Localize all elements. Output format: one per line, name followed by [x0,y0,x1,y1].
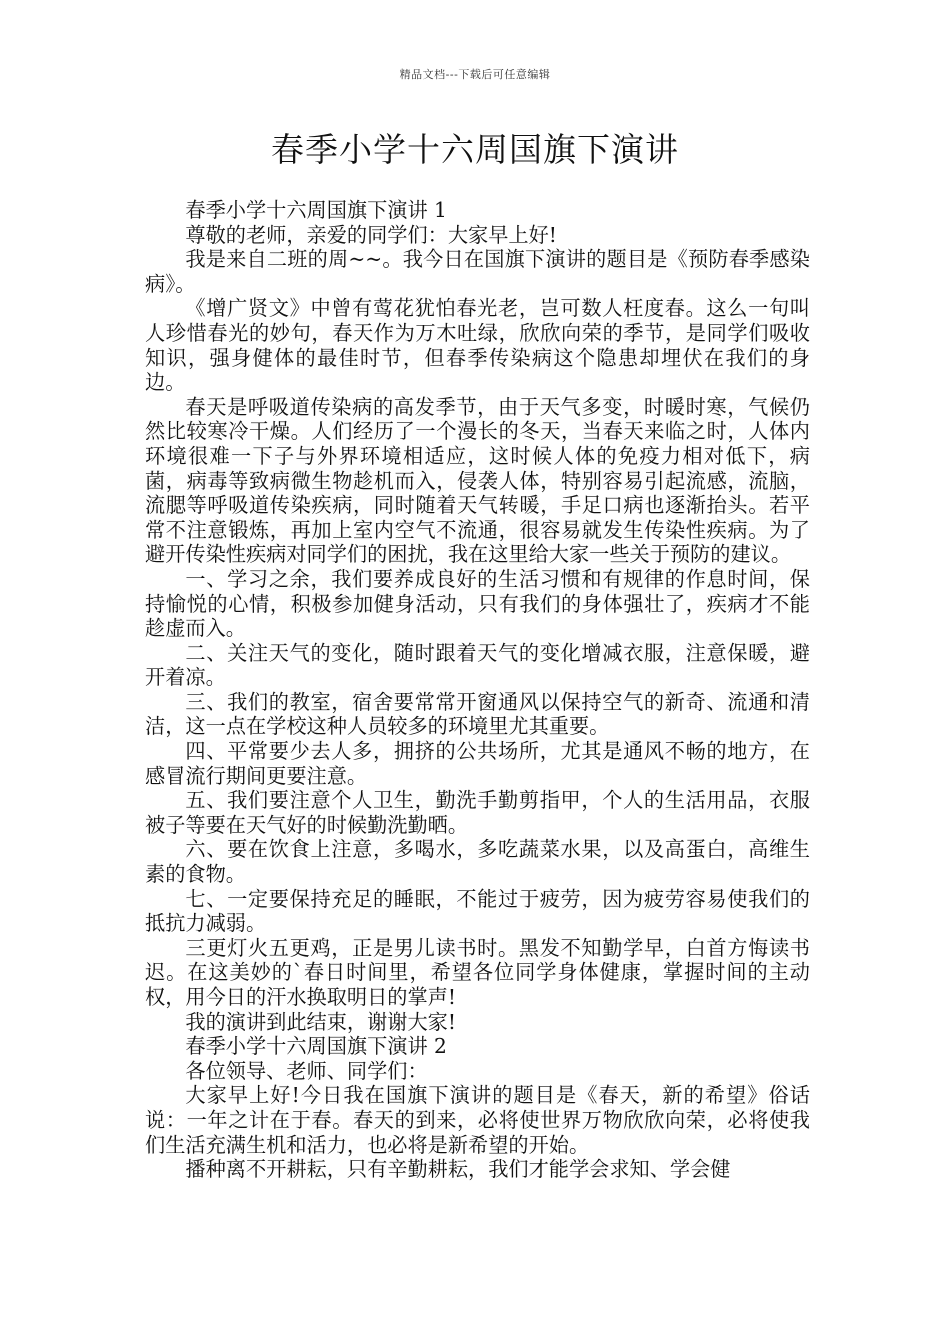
paragraph: 三更灯火五更鸡，正是男儿读书时。黑发不知勤学早，白首方悔读书迟。在这美妙的`春日时间里，希望各位同学身体健康，掌握时间的主动权，用今日的汗水换取明日的掌声! [145,935,810,1009]
paragraph: 大家早上好!今日我在国旗下演讲的题目是《春天，新的希望》俗话说：一年之计在于春。春天的到来，必将使世界万物欣欣向荣，必将使我们生活充满生机和活力，也必将是新希望的开始。 [145,1083,810,1157]
paragraph: 播种离不开耕耘，只有辛勤耕耘，我们才能学会求知、学会健 [185,1157,731,1182]
paragraph: 二、关注天气的变化，随时跟着天气的变化增减衣服，注意保暖，避开着凉。 [145,640,810,690]
paragraph: 一、学习之余，我们要养成良好的生活习惯和有规律的作息时间，保持愉悦的心情，积极参加健身活动，只有我们的身体强壮了，疾病才不能趁虚而入。 [145,566,810,641]
document-title: 春季小学十六周国旗下演讲 [271,130,679,169]
paragraph: 春天是呼吸道传染病的高发季节，由于天气多变，时暖时寒，气候仍然比较寒冷干燥。人们经历了一个漫长的冬天，当春天来临之时，人体内环境很难一下子与外界环境相适应，这时候人体的免疫力相对低下，病菌，病毒等致病微生物趁机而入，侵袭人体，特别容易引起流感，流脑，流腮等呼吸道传染疾病，同时随着天气转暖，手足口病也逐渐抬头。若平常不注意锻炼，再加上室内空气不流通，很容易就发生传染性疾病。为了避开传染性疾病对同学们的困扰，我在这里给大家一些关于预防的建议。 [145,394,810,567]
paragraph: 各位领导、老师、同学们： [185,1058,428,1083]
paragraph: 三、我们的教室，宿舍要常常开窗通风以保持空气的新奇、流通和清洁，这一点在学校这种人员较多的环境里尤其重要。 [145,689,810,739]
paragraph: 六、要在饮食上注意，多喝水，多吃蔬菜水果，以及高蛋白，高维生素的食物。 [145,837,810,887]
paragraph: 春季小学十六周国旗下演讲 1 [185,198,447,222]
document-body [145,198,810,1182]
paragraph: 我是来自二班的周~~。我今日在国旗下演讲的题目是《预防春季感染病》。 [145,247,810,296]
paragraph: 《增广贤文》中曾有莺花犹怕春光老，岂可数人枉度春。这么一句叫人珍惜春光的妙句，春天作为万木吐绿，欣欣向荣的季节，是同学们吸收知识，强身健体的最佳时节，但春季传染病这个隐患却埋伏在我们的身边。 [145,296,810,395]
paragraph: 四、平常要少去人多，拥挤的公共场所，尤其是通风不畅的地方，在感冒流行期间更要注意。 [145,739,810,788]
paragraph: 五、我们要注意个人卫生，勤洗手勤剪指甲，个人的生活用品，衣服被子等要在天气好的时候勤洗勤晒。 [145,788,810,837]
paragraph: 我的演讲到此结束，谢谢大家! [185,1009,456,1034]
paragraph: 七、一定要保持充足的睡眠，不能过于疲劳，因为疲劳容易使我们的抵抗力减弱。 [145,886,810,936]
header-note: 精品文档---下载后可任意编辑 [399,68,551,81]
paragraph: 春季小学十六周国旗下演讲 2 [185,1034,447,1059]
paragraph: 尊敬的老师，亲爱的同学们：大家早上好! [185,222,557,247]
